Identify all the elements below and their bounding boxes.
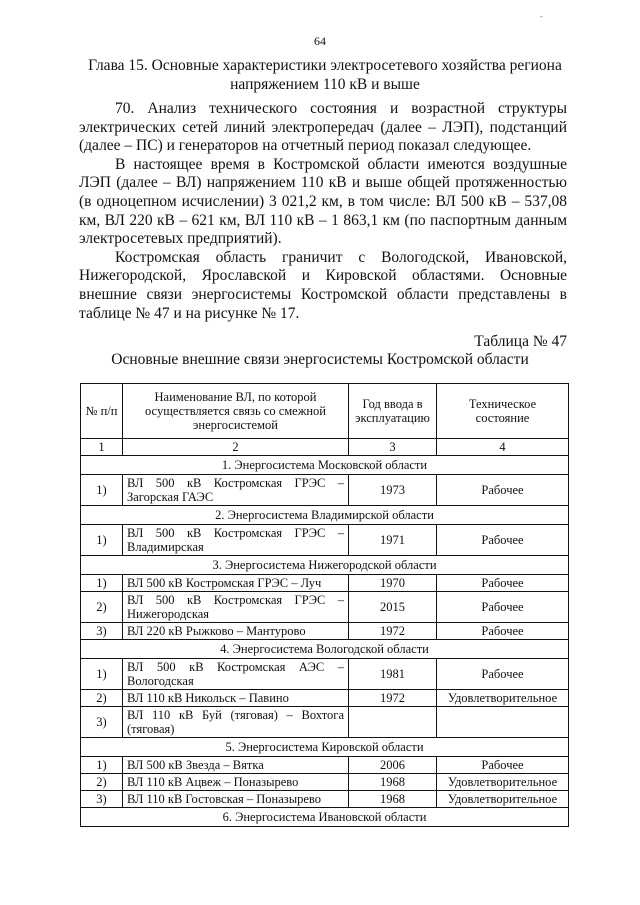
commission-year	[349, 707, 437, 738]
section-row	[81, 738, 569, 757]
technical-state	[437, 707, 569, 738]
header-number: № п/п	[81, 384, 123, 439]
table-row	[81, 690, 569, 707]
section-row	[81, 808, 569, 827]
commission-year: 1972	[349, 623, 437, 640]
line-name: ВЛ 500 кВ Костромская ГРЭС – Нижегородская	[123, 592, 349, 623]
column-number: 2	[123, 439, 349, 456]
section-title: 5. Энергосистема Кировской области	[81, 738, 569, 757]
commission-year: 1970	[349, 575, 437, 592]
column-number-row	[81, 439, 569, 456]
row-number: 1)	[81, 525, 123, 556]
table-row	[81, 791, 569, 808]
technical-state: Рабочее	[437, 757, 569, 774]
technical-state: Удовлетворительное	[437, 690, 569, 707]
commission-year: 2006	[349, 757, 437, 774]
section-title: 3. Энергосистема Нижегородской области	[81, 556, 569, 575]
technical-state: Удовлетворительное	[437, 791, 569, 808]
table-row	[81, 525, 569, 556]
technical-state: Удовлетворительное	[437, 774, 569, 791]
row-number: 3)	[81, 707, 123, 738]
section-row	[81, 556, 569, 575]
section-title: 2. Энергосистема Владимирской области	[81, 506, 569, 525]
line-name: ВЛ 500 кВ Костромская ГРЭС – Загорская ГАЭС	[123, 475, 349, 506]
table-row	[81, 707, 569, 738]
table-row	[81, 475, 569, 506]
row-number: 1)	[81, 757, 123, 774]
paragraph: В настоящее время в Костромской области имеются воздушные ЛЭП (далее – ВЛ) напряжением 110 кВ и выше общей протяженностью (в одноцепном исчислении) 3 021,2 км, в том числе: ВЛ 500 кВ – 537,08 км, ВЛ 220 кВ – 621 км, ВЛ 110 кВ – 1 863,1 км (по паспортным данным электросетевых предприятий).	[79, 155, 567, 248]
table-row	[81, 592, 569, 623]
commission-year: 1973	[349, 475, 437, 506]
table-row	[81, 757, 569, 774]
column-number: 4	[437, 439, 569, 456]
row-number: 2)	[81, 690, 123, 707]
commission-year: 2015	[349, 592, 437, 623]
table-number: Таблица № 47	[474, 333, 567, 350]
section-row	[81, 456, 569, 475]
row-number: 1)	[81, 575, 123, 592]
technical-state: Рабочее	[437, 575, 569, 592]
row-number: 3)	[81, 623, 123, 640]
page-number: 64	[314, 34, 326, 48]
line-name: ВЛ 500 кВ Костромская ГРЭС – Луч	[123, 575, 349, 592]
table-row	[81, 623, 569, 640]
row-number: 2)	[81, 774, 123, 791]
section-title: 6. Энергосистема Ивановской области	[81, 808, 569, 827]
corner-mark: -	[540, 12, 543, 21]
table-row	[81, 575, 569, 592]
technical-state: Рабочее	[437, 475, 569, 506]
commission-year: 1968	[349, 791, 437, 808]
line-name: ВЛ 220 кВ Рыжково – Мантурово	[123, 623, 349, 640]
body-text	[79, 100, 567, 323]
section-title: 1. Энергосистема Московской области	[81, 456, 569, 475]
technical-state: Рабочее	[437, 623, 569, 640]
header-state: Техническое состояние	[437, 384, 569, 439]
table-row	[81, 774, 569, 791]
line-name: ВЛ 110 кВ Гостовская – Поназырево	[123, 791, 349, 808]
header-line-name: Наименование ВЛ, по которой осуществляется связь со смежной энергосистемой	[123, 384, 349, 439]
table-header-row	[81, 384, 569, 439]
technical-state: Рабочее	[437, 525, 569, 556]
paragraph: 70. Анализ технического состояния и возрастной структуры электрических сетей линий электропередач (далее – ЛЭП), подстанций (далее – ПС) и генераторов на отчетный период показал следующее.	[79, 100, 567, 155]
line-name: ВЛ 500 кВ Звезда – Вятка	[123, 757, 349, 774]
table-body	[81, 384, 569, 827]
section-title: 4. Энергосистема Вологодской области	[81, 640, 569, 659]
paragraph: Костромская область граничит с Вологодской, Ивановской, Нижегородской, Ярославской и Кировской областями. Основные внешние связи энергосистемы Костромской области представлены в таблице № 47 и на рисунке № 17.	[79, 248, 567, 322]
line-name: ВЛ 110 кВ Буй (тяговая) – Вохтога (тяговая)	[123, 707, 349, 738]
section-row	[81, 640, 569, 659]
row-number: 3)	[81, 791, 123, 808]
row-number: 1)	[81, 659, 123, 690]
technical-state: Рабочее	[437, 592, 569, 623]
row-number: 2)	[81, 592, 123, 623]
line-name: ВЛ 500 кВ Костромская ГРЭС – Владимирская	[123, 525, 349, 556]
header-year: Год ввода в эксплуатацию	[349, 384, 437, 439]
commission-year: 1968	[349, 774, 437, 791]
commission-year: 1972	[349, 690, 437, 707]
section-row	[81, 506, 569, 525]
connections-table	[80, 383, 569, 827]
table-row	[81, 659, 569, 690]
line-name: ВЛ 110 кВ Ацвеж – Поназырево	[123, 774, 349, 791]
table-title: Основные внешние связи энергосистемы Костромской области	[111, 351, 529, 368]
row-number: 1)	[81, 475, 123, 506]
chapter-title: Глава 15. Основные характеристики электросетевого хозяйства региона напряжением 110 кВ и выше	[88, 57, 562, 93]
technical-state: Рабочее	[437, 659, 569, 690]
commission-year: 1981	[349, 659, 437, 690]
commission-year: 1971	[349, 525, 437, 556]
column-number: 1	[81, 439, 123, 456]
line-name: ВЛ 500 кВ Костромская АЭС – Вологодская	[123, 659, 349, 690]
column-number: 3	[349, 439, 437, 456]
line-name: ВЛ 110 кВ Никольск – Павино	[123, 690, 349, 707]
